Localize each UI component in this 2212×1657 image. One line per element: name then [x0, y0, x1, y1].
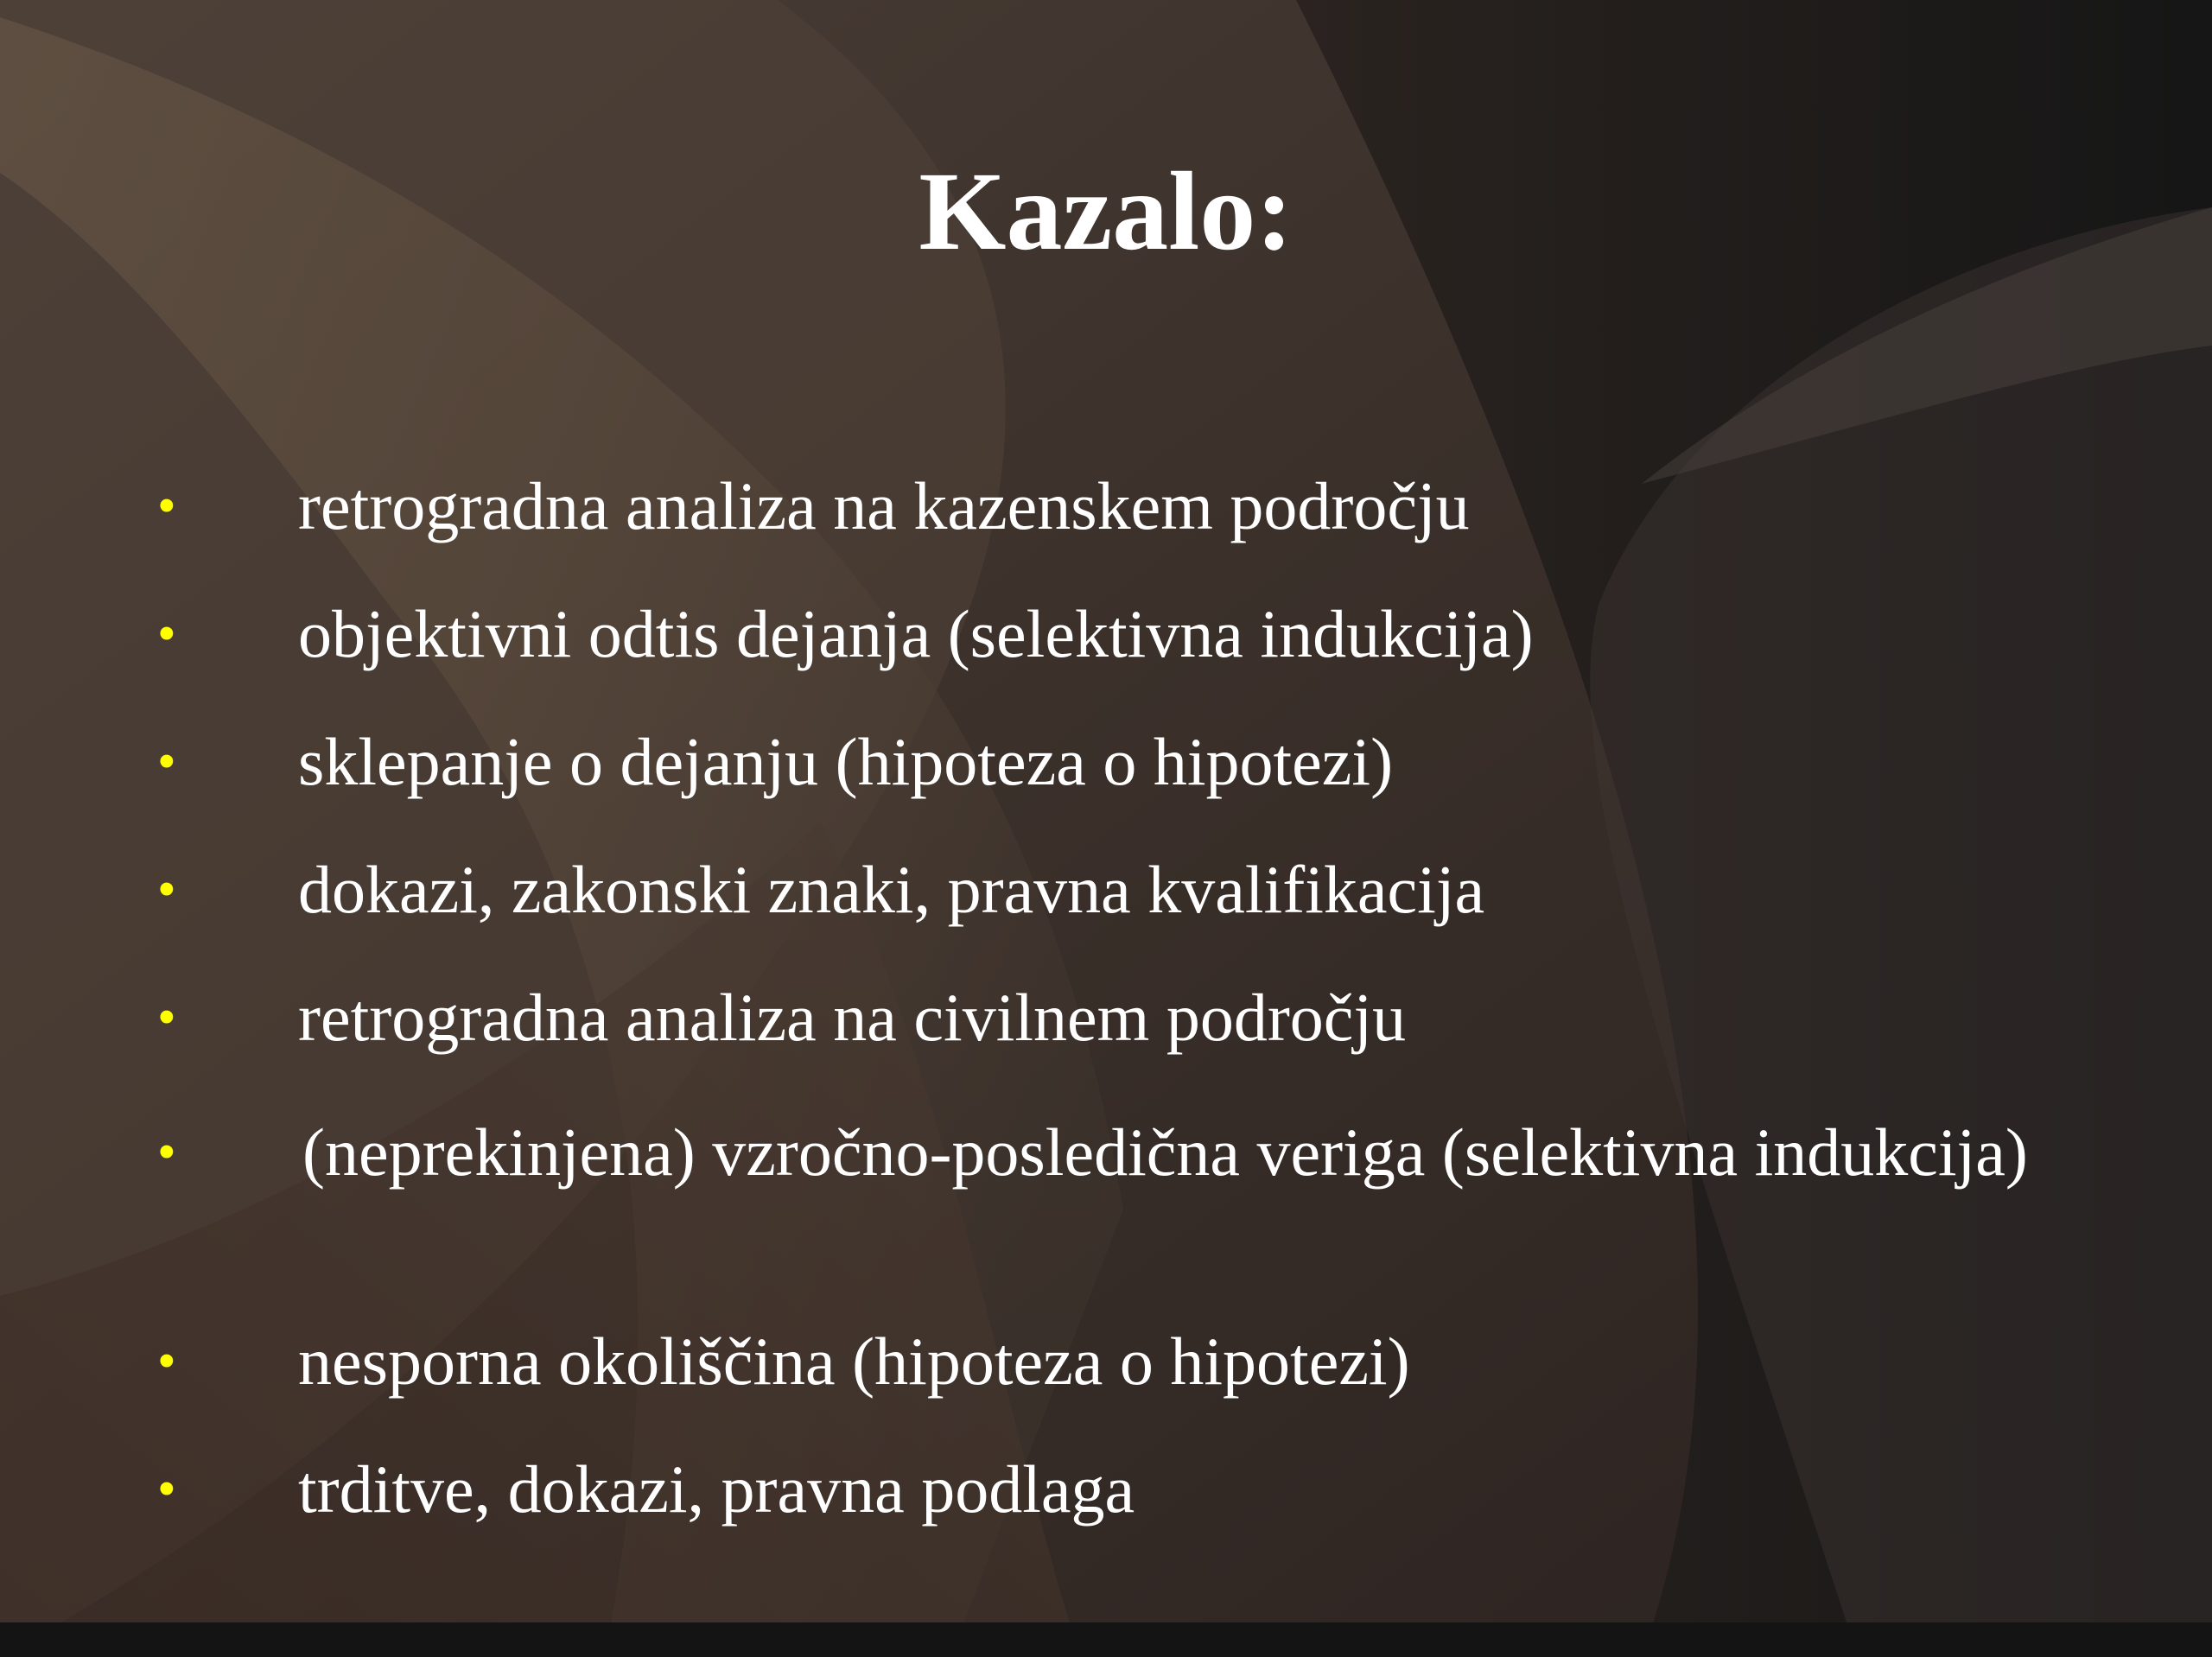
list-item-text: retrogradna analiza na civilnem področju — [298, 980, 1407, 1055]
bullet-icon: • — [157, 1460, 176, 1519]
list-item-text: dokazi, zakonski znaki, pravna kvalifikacija — [298, 852, 1485, 927]
bullet-icon: • — [157, 733, 176, 791]
bullet-icon: • — [157, 860, 176, 919]
list-item-text: (neprekinjena) vzročno-posledična veriga (selektivna indukcija) — [302, 1114, 2028, 1190]
bullet-icon: • — [157, 605, 176, 663]
list-item-text: retrogradna analiza na kazenskem področju — [298, 468, 1470, 543]
bullet-icon: • — [157, 1332, 176, 1391]
list-item-text: trditve, dokazi, pravna podlaga — [298, 1451, 1135, 1527]
bullet-icon: • — [157, 477, 176, 536]
list-item-text: nesporna okoliščina (hipoteza o hipotezi) — [298, 1324, 1410, 1399]
slide-title: Kazalo: — [918, 149, 1294, 274]
list-item-text: objektivni odtis dejanja (selektivna indukcija) — [298, 596, 1534, 671]
bullet-icon: • — [157, 988, 176, 1047]
list-item-text: sklepanje o dejanju (hipoteza o hipotezi) — [298, 724, 1394, 799]
bullet-icon: • — [157, 1123, 176, 1182]
